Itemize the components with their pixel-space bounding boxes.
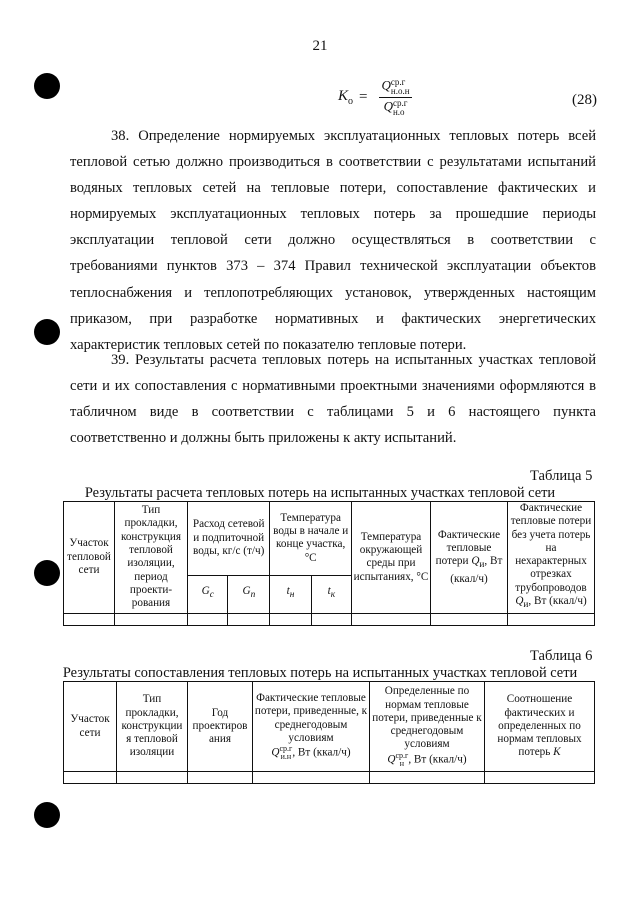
formula-number: (28) [572,92,597,108]
table6 [63,681,595,784]
formula-28 [338,78,412,117]
table5 [63,501,595,626]
table5-empty-row [64,613,595,625]
paragraph-39-first-line: 39. Результаты расчета тепловых потерь на испытанных участках тепловой сети [70,352,596,395]
table5-header-actual-losses: Фактические тепловые потери $Q_и$, Вт (ккал/ч) [431,502,508,614]
paragraph-38-first-line: 38. Определение нормируемых эксплуатационных тепловых потерь всей [111,128,596,144]
paragraph-38 [70,123,596,358]
table5-header-temp-start: $t_н$ [270,575,311,613]
table6-header-design-year: Год проектиров ания [188,682,253,772]
table5-header-ambient-temp: Температура окружающей среды при испытаниях, °С [352,502,431,614]
punch-hole-2 [34,319,60,345]
table5-header-section: Участок тепловой сети [64,502,115,614]
table5-header-actual-no-uncharacteristic: Фактические тепловые потери без учета потерь на нехарактерных отрезках трубопроводов $Q_и$, Вт (ккал/ч) [508,502,595,614]
table5-header-flow-gp: $G_п$ [228,575,270,613]
table6-header-ratio: Соотношение фактических и определенных по нормам тепловых потерь K [485,682,595,772]
table5-header-laying-type: Тип прокладки, конструкция тепловой изоляции, период проекти-рования [115,502,188,614]
table5-header-flow: Расход сетевой и подпиточной воды, кг/с (т/ч) [188,502,270,576]
table5-title: Результаты расчета тепловых потерь на испытанных участках тепловой сети [84,485,556,501]
paragraph-38-body: тепловой сетью должно производиться в соответствии с результатами испытаний водяных тепловых сетей на тепловые потери, сопоставление фактических и нормируемых эксплуатационных тепловых потерь за прошедшие периоды эксплуатации тепловой сети должно осуществляться в соответствии с требованиями пунктов 373 – 374 Правил технической эксплуатации объектов теплоснабжения и теплопотребляющих установок, утвержденных настоящим приказом, при разработке нормативных и фактических энергетических характеристик тепловых сетей по показателю тепловые потери. [70,154,596,353]
table5-label: Таблица 5 [530,468,593,484]
table6-header-actual-losses: Фактические тепловые потери, приведенные, к среднегодовым условиям Q ср.г и.н , Вт (ккал/ч) [253,682,370,772]
table6-label: Таблица 6 [530,648,593,664]
table5-header-flow-gc: $G_с$ [188,575,228,613]
punch-hole-4 [34,802,60,828]
page-number: 21 [312,38,328,54]
table6-header-section: Участок сети [64,682,117,772]
paragraph-39-body: и их сопоставления с нормативными проектными значениями оформляются в табличном виде в соответствии с таблицами 5 и 6 настоящего пункта соответственно и должны быть приложены к акту испытаний. [70,378,596,447]
table6-header-laying-type: Тип прокладки, конструкции я тепловой изоляции [117,682,188,772]
formula-fraction [379,78,411,117]
formula-denominator: Q ср.г н.о [383,98,408,117]
formula-equals: = [359,89,368,105]
table6-header-normative-losses: Определенные по нормам тепловые потери, приведенные к среднегодовым условиям Q ср.г н , Вт (ккал/ч) [370,682,485,772]
paragraph-39 [70,347,596,451]
table6-empty-row [64,772,595,784]
formula-numerator: Q ср.г н.о.н [381,77,410,96]
table5-header-water-temp: Температура воды в начале и конце участка, °С [270,502,352,576]
formula-lhs: $K_о$ [338,88,354,107]
table5-header-temp-end: $t_к$ [311,575,351,613]
table6-title: Результаты сопоставления тепловых потерь на испытанных участках тепловой сети [62,665,578,681]
punch-hole-1 [34,73,60,99]
punch-hole-3 [34,560,60,586]
